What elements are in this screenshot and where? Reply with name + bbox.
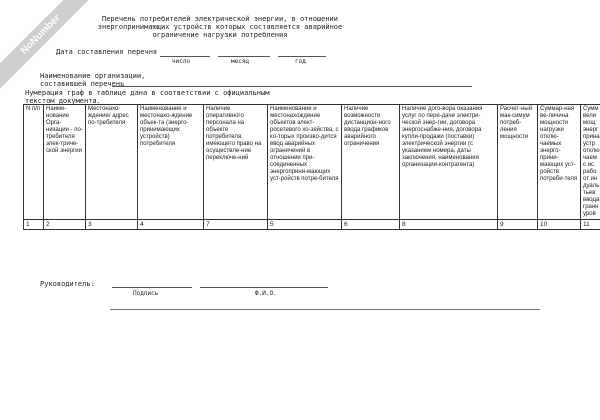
name-blank (200, 287, 328, 288)
column-number-row (24, 220, 600, 230)
header-cell: Наличие возможности дистанцион-ного ввода графиков аварийного ограничения (342, 105, 400, 220)
header-cell: Наиме-нование Орга-низации - по-требителя элек-триче-ской энергии (44, 105, 86, 220)
date-month-label: месяц (231, 58, 250, 65)
header-cell: Наличие дого-вора оказания услуг по пере-даче электри-ческой энер-гии, договора энергоснабже-ния, договора купли-продажи (поставки) электрической энергии (с указанием номера, даты заключения, наименования организации-контрагента) (400, 105, 498, 220)
column-number: 9 (498, 220, 538, 230)
header-cell: Расчет-ный мак-симум потреб-ления мощности (498, 105, 538, 220)
column-number: 5 (268, 220, 342, 230)
column-number: 7 (204, 220, 268, 230)
bottom-divider (110, 309, 540, 310)
header-cell: Наименование и местонахождение объектов элект-росетевого хо-зяйства, с ко-торых произво-дится ввод аварийных ограничений в отношении при-соединенных энергоприни-мающих уст-ройств потре-бителя (268, 105, 342, 220)
column-number: 11 (581, 220, 600, 230)
date-month-blank (218, 56, 270, 57)
date-year-blank (278, 56, 326, 57)
watermark-banner: NoNumber (0, 0, 100, 94)
date-day-label: число (172, 58, 191, 65)
date-year-label: год (295, 58, 306, 65)
organization-label: Наименование организации, составившей перечень (40, 72, 146, 88)
name-part-label: Ф.И.О. (255, 290, 277, 297)
signature-part-label: Подпись (133, 290, 159, 297)
column-number: 2 (44, 220, 86, 230)
signature-blank (112, 287, 192, 288)
header-cell: Местонахо-ждение/ адрес по-требителя (86, 105, 138, 220)
table-header-row (24, 105, 600, 220)
column-number: 4 (138, 220, 204, 230)
numbering-note: Нумерация граф в таблице дана в соответствии с официальным текстом документа. (25, 89, 270, 105)
date-day-blank (160, 56, 210, 57)
header-cell: Наименование и местонахо-ждение объек-та (энерго-принимающих устройств) потребителя (138, 105, 204, 220)
column-number: 1 (24, 220, 44, 230)
column-number: 8 (400, 220, 498, 230)
column-number: 10 (538, 220, 581, 230)
header-cell: Сумм вели мощ энерг прина устр отклю чаем с ис рабо от ин дуаль тьев ввода гранн уров (581, 105, 600, 220)
organization-blank (112, 86, 472, 87)
signature-label: Руководитель: (40, 280, 95, 288)
date-label: Дата составления перечня (56, 48, 158, 56)
column-number: 6 (342, 220, 400, 230)
consumers-table (23, 104, 600, 230)
header-cell: Наличие оперативного персонала на объекте потребителя, имеющего право на осуществле-ние переключе-ний (204, 105, 268, 220)
header-cell: N п/п (24, 105, 44, 220)
header-cell: Суммар-ная ве-личина мощности нагрузки отклю-чаемых энерго-прини-мающих уст-ройств потреби-теля (538, 105, 581, 220)
document-title: Перечень потребителей электрической энергии, в отношении энергопринимающих устройств которых составляется аварийное ограничение нагрузки потребления (97, 15, 343, 39)
column-number: 3 (86, 220, 138, 230)
